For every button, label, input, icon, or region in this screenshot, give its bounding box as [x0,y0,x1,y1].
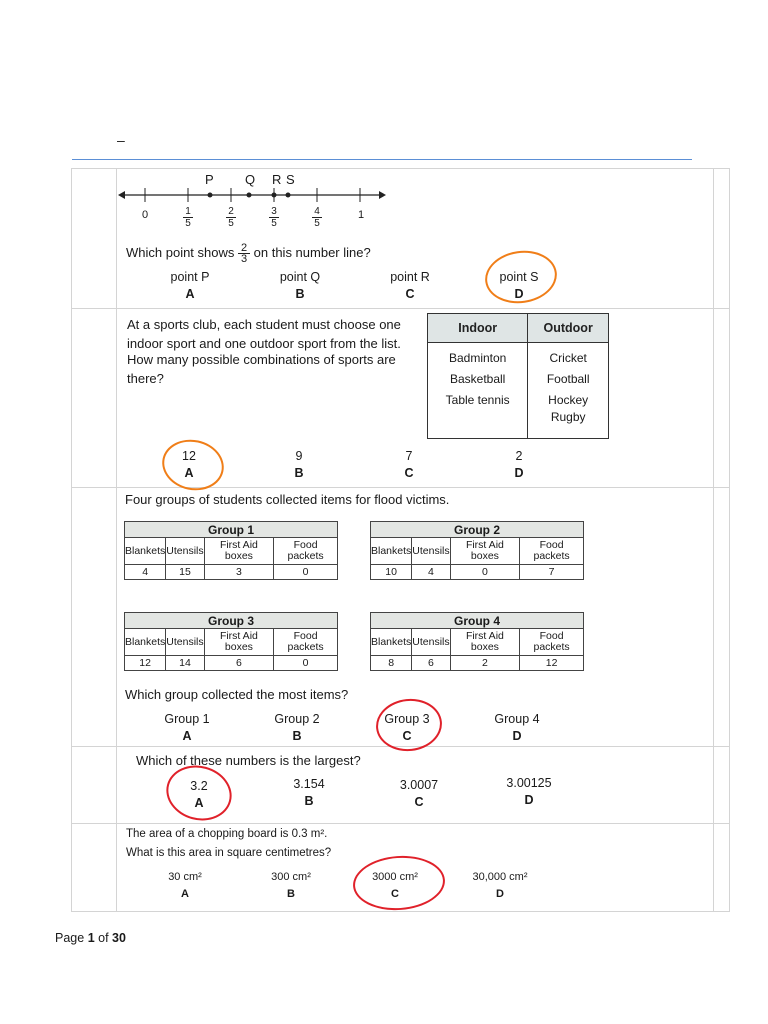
value-cell: 4 [412,565,450,580]
value-cell: 0 [274,656,338,671]
question-5-line-2: What is this area in square centimetres? [126,847,332,859]
group-title: Group 2 [371,522,584,538]
outdoor-header: Outdoor [528,314,609,343]
page-footer [55,931,126,945]
number-line [118,186,388,208]
q1-option-b[interactable]: point Q B [279,270,321,301]
point-q-label: Q [245,172,256,187]
q1-option-c[interactable]: point R C [390,270,430,301]
group-1-table [124,521,338,580]
column-header: Food packets [274,538,338,565]
column-header: Blankets [125,629,166,656]
column-header: Utensils [412,538,450,565]
group-3-table [124,612,338,671]
sports-table [427,313,609,439]
tick-label-3-5: 3 5 [267,206,281,229]
value-cell: 4 [125,565,166,580]
q2-option-d[interactable]: 2 D [514,449,524,480]
indoor-header: Indoor [428,314,528,343]
point-q-dot [247,193,252,198]
column-header: Food packets [520,538,584,565]
q5-option-b[interactable]: 300 cm² B [271,871,311,900]
indoor-cell: Badminton [428,343,528,369]
q3-option-c[interactable]: Group 3 C [384,712,430,743]
q2-option-a[interactable]: 12 A [182,449,196,480]
value-cell: 14 [166,656,204,671]
q2-option-b[interactable]: 9 B [294,449,304,480]
point-s-dot [286,193,291,198]
value-cell: 3 [204,565,274,580]
q3-option-a[interactable]: Group 1 A [164,712,210,743]
point-s-label: S [286,172,295,187]
group-title: Group 3 [125,613,338,629]
value-cell: 8 [371,656,412,671]
value-cell: 7 [520,565,584,580]
point-r-label: R [272,172,282,187]
outdoor-cell: Rugby [528,410,609,439]
q3-option-d[interactable]: Group 4 D [494,712,540,743]
column-header: First Aid boxes [204,629,274,656]
tick-label-4-5: 4 5 [310,206,324,229]
outdoor-cell: Cricket [528,343,609,369]
header-dash: – [117,132,125,148]
outdoor-cell: Football [528,368,609,389]
value-cell: 10 [371,565,412,580]
column-header: Food packets [274,629,338,656]
q4-option-a[interactable]: 3.2 A [190,779,208,810]
question-1-text: Which point shows $\frac{2}{3}$ on this number line? [126,242,371,266]
group-2-table [370,521,584,580]
q4-option-b[interactable]: 3.154 B [293,777,325,808]
question-2-text-2: How many possible combinations of sports are there? [127,352,396,386]
column-header: First Aid boxes [204,538,274,565]
question-2-text-1: At a sports club, each student must choose one indoor sport and one outdoor sport from the list. [127,317,401,351]
outdoor-cell: Hockey [528,389,609,410]
indoor-cell [428,410,528,439]
indoor-cell: Table tennis [428,389,528,410]
value-cell: 6 [204,656,274,671]
point-p-dot [208,193,213,198]
q4-option-c[interactable]: 3.0007 C [399,778,439,809]
column-header: First Aid boxes [450,629,520,656]
column-header: First Aid boxes [450,538,520,565]
row-divider-1 [72,308,729,309]
value-cell: 12 [125,656,166,671]
column-header: Blankets [371,538,412,565]
grid-right-column-divider [713,169,714,911]
footer-of-word: of [98,931,109,945]
question-5-line-1: The area of a chopping board is 0.3 m². [126,828,328,840]
footer-page-number: 1 [87,931,95,945]
value-cell: 12 [520,656,584,671]
column-header: Food packets [520,629,584,656]
column-header: Utensils [412,629,450,656]
q5-option-d[interactable]: 30,000 cm² D [472,871,528,900]
value-cell: 0 [274,565,338,580]
q5-option-c[interactable]: 3000 cm² C [372,871,418,900]
footer-page-total: 30 [112,931,126,945]
value-cell: 2 [450,656,520,671]
group-4-table [370,612,584,671]
group-title: Group 1 [125,522,338,538]
question-3-text: Which group collected the most items? [125,687,349,702]
question-3-intro: Four groups of students collected items for flood victims. [125,492,450,507]
q3-option-b[interactable]: Group 2 B [274,712,320,743]
q1-option-a[interactable]: point P A [170,270,210,301]
group-title: Group 4 [371,613,584,629]
tick-label-0: 0 [142,209,149,221]
column-header: Utensils [166,538,204,565]
column-header: Blankets [125,538,166,565]
indoor-cell: Basketball [428,368,528,389]
column-header: Blankets [371,629,412,656]
tick-label-1: 1 [358,209,365,221]
value-cell: 6 [412,656,450,671]
q2-option-c[interactable]: 7 C [404,449,414,480]
q4-option-d[interactable]: 3.00125 D [506,776,552,807]
header-rule [72,159,692,160]
tick-label-1-5: 1 5 [181,206,195,229]
value-cell: 15 [166,565,204,580]
tick-label-2-5: 2 5 [224,206,238,229]
point-p-label: P [205,172,214,187]
point-r-dot [272,193,277,198]
grid-left-column-divider [116,169,117,911]
footer-page-word: Page [55,931,85,945]
value-cell: 0 [450,565,520,580]
q5-option-a[interactable]: 30 cm² A [168,871,202,900]
q1-option-d[interactable]: point S D [499,270,539,301]
row-divider-4 [72,823,729,824]
question-4-text: Which of these numbers is the largest? [136,753,361,768]
column-header: Utensils [166,629,204,656]
row-divider-2 [72,487,729,488]
